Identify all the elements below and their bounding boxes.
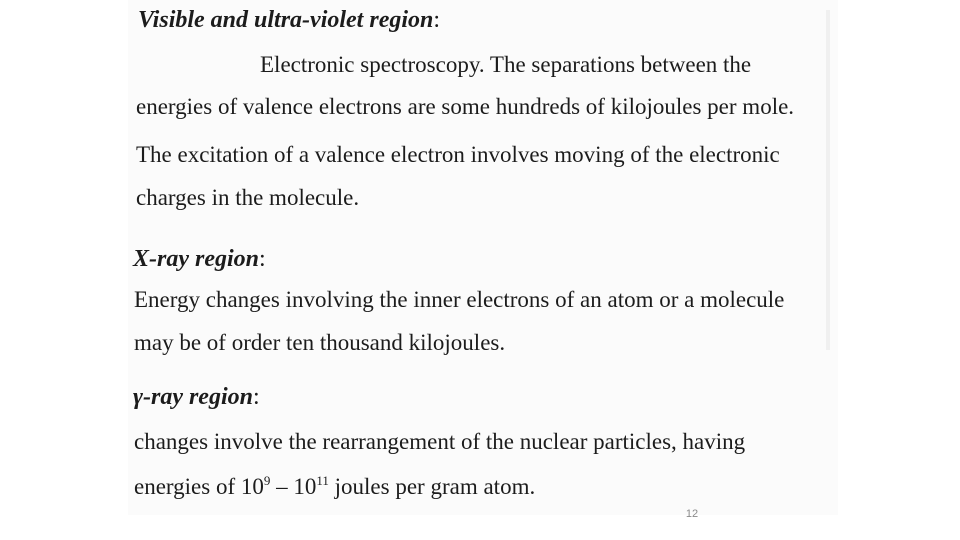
paragraph-line: changes involve the rearrangement of the nuclear particles, having: [134, 429, 746, 454]
formula-middle: – 10: [270, 474, 317, 499]
paragraph-line: Electronic spectroscopy. The separations between the: [260, 52, 752, 77]
paragraph-line: Energy changes involving the inner electrons of an atom or a molecule: [134, 287, 785, 312]
heading-visible-uv: Visible and ultra-violet region:: [138, 7, 441, 33]
paragraph-line: may be of order ten thousand kilojoules.: [134, 330, 506, 355]
energy-formula-line: [134, 475, 535, 498]
exponent: 11: [316, 473, 329, 488]
paragraph-line: charges in the molecule.: [136, 185, 360, 210]
heading-x-ray: X-ray region:: [133, 246, 266, 272]
paragraph-line: The excitation of a valence electron involves moving of the electronic: [136, 142, 780, 167]
formula-suffix: joules per gram atom.: [328, 474, 536, 499]
exponent: 9: [263, 473, 271, 488]
formula-prefix: energies of 10: [134, 474, 264, 499]
page-number: 12: [685, 508, 699, 520]
heading-gamma-ray: γ-ray region:: [133, 384, 260, 410]
scan-edge: [826, 10, 830, 350]
paragraph-line: energies of valence electrons are some hundreds of kilojoules per mole.: [136, 94, 795, 119]
